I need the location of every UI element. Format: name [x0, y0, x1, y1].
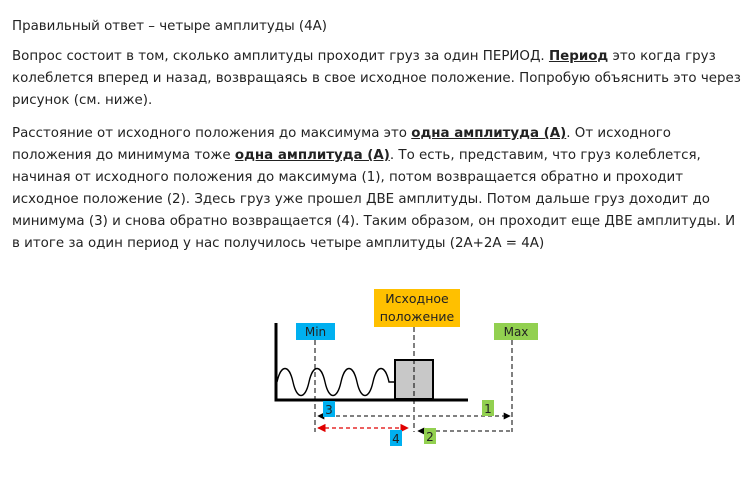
- spring-coil: [277, 369, 395, 396]
- min-label: Min: [304, 325, 327, 339]
- p2-bold-amplitude-1: одна амплитуда (А): [411, 126, 567, 141]
- step-4-label: 4: [392, 432, 400, 446]
- origin-label-line1: Исходное: [385, 291, 449, 306]
- p2-bold-amplitude-2: одна амплитуда (А): [234, 148, 390, 163]
- step-2-label: 2: [426, 430, 434, 444]
- p1-part2: это когда груз колеблется вперед и назад, возвращаясь в свое исходное положение. Попробую объяснить это через рисунок (см. ниже).: [12, 49, 741, 108]
- answer-title: Правильный ответ – четыре амплитуды (4А): [12, 19, 328, 34]
- p2-part3: . То есть, представим, что груз колеблется, начиная от исходного положения до максимума (1), потом возвращается обратно и проходит исходное положение (2). Здесь груз уже прошел ДВЕ амплитуды. Потом дальше груз доходит до минимума (3) и снова обратно возвращается (4). Таким образом, он проходит еще ДВЕ амплитуды. И в итоге за один период у нас получилось четыре амплитуды (2А+2А = 4А): [12, 148, 736, 251]
- p2-part2: . От исходного положения до минимума тоже: [12, 126, 671, 163]
- step-3-label: 3: [325, 403, 333, 417]
- origin-label-line2: положение: [379, 309, 455, 324]
- max-label: Max: [503, 325, 529, 339]
- p2-part1: Расстояние от исходного положения до максимума это: [12, 126, 412, 141]
- p1-part1: Вопрос состоит в том, сколько амплитуды проходит груз за один ПЕРИОД.: [12, 49, 549, 64]
- p1-bold-period: Период: [548, 49, 609, 64]
- step-1-label: 1: [484, 402, 492, 416]
